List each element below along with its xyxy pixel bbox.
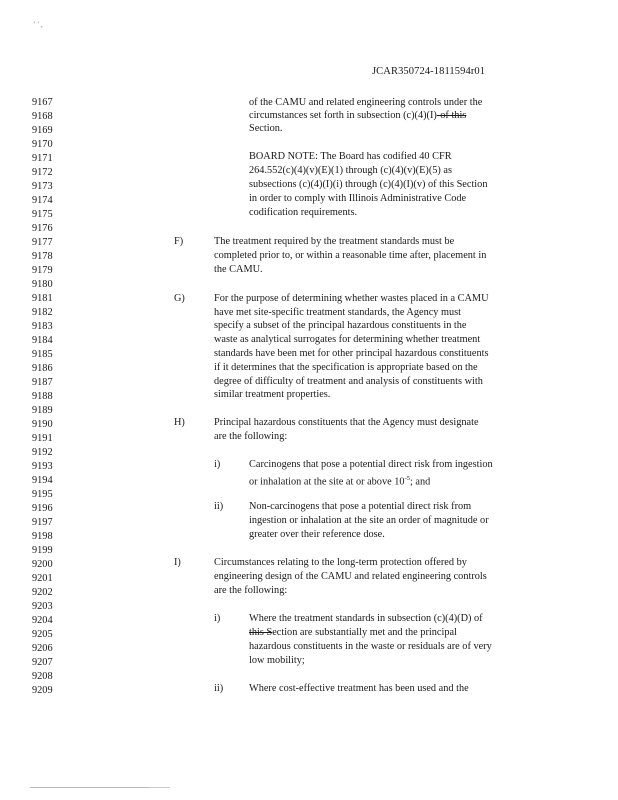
item-i-i-line-3: hazardous constituents in the waste or residuals are of very <box>249 641 492 652</box>
item-f-line-2: completed prior to, or within a reasonable time after, placement in <box>214 250 487 261</box>
line-number: 9196 <box>32 503 53 514</box>
line-number: 9195 <box>32 489 53 500</box>
exponent: -5 <box>404 475 410 482</box>
line-number: 9206 <box>32 643 53 654</box>
item-g-line-1: For the purpose of determining whether wastes placed in a CAMU <box>214 293 489 304</box>
line-number: 9191 <box>32 433 53 444</box>
line-number: 9172 <box>32 167 53 178</box>
line-number: 9174 <box>32 195 53 206</box>
line-number: 9170 <box>32 139 53 150</box>
item-f-label: F) <box>174 236 184 247</box>
item-g-line-4: waste as analytical surrogates for determining whether treatment <box>214 334 481 345</box>
line-number: 9177 <box>32 237 53 248</box>
item-h-i-line-2-text: or inhalation at the site at or above 10 <box>249 476 405 488</box>
line-number: 9185 <box>32 349 53 360</box>
line-number: 9194 <box>32 475 53 486</box>
item-h-i-line-1: Carcinogens that pose a potential direct risk from ingestion <box>249 459 493 470</box>
line-number: 9189 <box>32 405 53 416</box>
line-number: 9181 <box>32 293 53 304</box>
board-note-line-5: codification requirements. <box>249 207 358 218</box>
footer-rule-mark <box>150 787 170 788</box>
footer-rule <box>30 787 170 788</box>
line-number: 9201 <box>32 573 53 584</box>
line-number: 9178 <box>32 251 53 262</box>
board-note-line-3: subsections (c)(4)(I)(i) through (c)(4)(I)(v) of this Section <box>249 179 488 190</box>
item-h-i-line-2 <box>249 472 430 488</box>
item-h-i-label: i) <box>214 459 221 470</box>
line-number: 9204 <box>32 615 53 626</box>
line-number: 9168 <box>32 111 53 122</box>
item-g-line-7: degree of difficulty of treatment and analysis of constituents with <box>214 376 483 387</box>
item-h-ii-line-2: ingestion or inhalation at the site an order of magnitude or <box>249 515 489 526</box>
line-number: 9187 <box>32 377 53 388</box>
item-i-line-3: are the following: <box>214 585 288 596</box>
line-number: 9186 <box>32 363 53 374</box>
document-id-header: JCAR350724-1811594r01 <box>372 66 486 77</box>
line-number: 9167 <box>32 97 53 108</box>
line-number: 9202 <box>32 587 53 598</box>
line-number: 9209 <box>32 685 53 696</box>
item-h-ii-line-3: greater over their reference dose. <box>249 529 385 540</box>
line-number: 9184 <box>32 335 53 346</box>
intro-line-2-strike: -of this <box>436 110 467 121</box>
item-h-ii-line-1: Non-carcinogens that pose a potential direct risk from <box>249 501 472 512</box>
line-number: 9169 <box>32 125 53 136</box>
item-i-line-2: engineering design of the CAMU and related engineering controls <box>214 571 487 582</box>
board-note-line-2: 264.552(c)(4)(v)(E)(1) through (c)(4)(v)(E)(5) as <box>249 165 452 176</box>
item-h-i-line-2-tail: ; and <box>409 476 431 488</box>
item-h-ii-label: ii) <box>214 501 224 512</box>
item-g-line-5: standards have been met for other principal hazardous constituents <box>214 348 489 359</box>
line-number: 9199 <box>32 545 53 556</box>
item-h-line-1: Principal hazardous constituents that the Agency must designate <box>214 417 479 428</box>
item-i-ii-line-1: Where cost-effective treatment has been used and the <box>249 683 469 694</box>
item-g-line-6: if it determines that the specification is appropriate based on the <box>214 362 478 373</box>
intro-line-2 <box>249 109 466 122</box>
intro-line-2-text: circumstances set forth in subsection (c)(4)(I) <box>249 110 437 121</box>
item-i-ii-label: ii) <box>214 683 224 694</box>
line-number: 9207 <box>32 657 53 668</box>
item-g-line-2: have met site-specific treatment standards, the Agency must <box>214 307 462 318</box>
intro-line-1: of the CAMU and related engineering controls under the <box>249 97 483 108</box>
line-number: 9190 <box>32 419 53 430</box>
board-note-line-1: BOARD NOTE: The Board has codified 40 CFR <box>249 151 452 162</box>
item-g-label: G) <box>174 293 185 304</box>
line-number: 9175 <box>32 209 53 220</box>
line-number: 9200 <box>32 559 53 570</box>
line-number: 9193 <box>32 461 53 472</box>
line-number: 9192 <box>32 447 53 458</box>
line-number: 9179 <box>32 265 53 276</box>
item-i-label: I) <box>174 557 181 568</box>
item-i-i-line-1: Where the treatment standards in subsection (c)(4)(D) of <box>249 613 483 624</box>
item-i-line-1: Circumstances relating to the long-term protection offered by <box>214 557 467 568</box>
line-number: 9182 <box>32 307 53 318</box>
item-h-label: H) <box>174 417 185 428</box>
item-h-line-2: are the following: <box>214 431 288 442</box>
item-g-line-3: specify a subset of the principal hazardous constituents in the <box>214 320 467 331</box>
line-number: 9173 <box>32 181 53 192</box>
item-i-i-line-2 <box>249 626 457 639</box>
item-f-line-1: The treatment required by the treatment standards must be <box>214 236 455 247</box>
line-number: 9171 <box>32 153 53 164</box>
item-i-i-line-2-strike: this S <box>249 627 273 638</box>
line-number: 9198 <box>32 531 53 542</box>
board-note-line-4: in order to comply with Illinois Administrative Code <box>249 193 467 204</box>
item-g-line-8: similar treatment properties. <box>214 389 331 400</box>
item-i-i-label: i) <box>214 613 221 624</box>
scan-specks: ' ' , <box>34 20 43 29</box>
item-f-line-3: the CAMU. <box>214 264 263 275</box>
item-i-i-line-4: low mobility; <box>249 655 305 666</box>
item-i-i-line-2-text: ection are substantially met and the principal <box>272 627 457 638</box>
line-number: 9180 <box>32 279 53 290</box>
line-number: 9176 <box>32 223 53 234</box>
line-number: 9205 <box>32 629 53 640</box>
intro-line-3: Section. <box>249 123 283 134</box>
line-number: 9203 <box>32 601 53 612</box>
line-number: 9188 <box>32 391 53 402</box>
line-number: 9183 <box>32 321 53 332</box>
line-number: 9197 <box>32 517 53 528</box>
line-number: 9208 <box>32 671 53 682</box>
